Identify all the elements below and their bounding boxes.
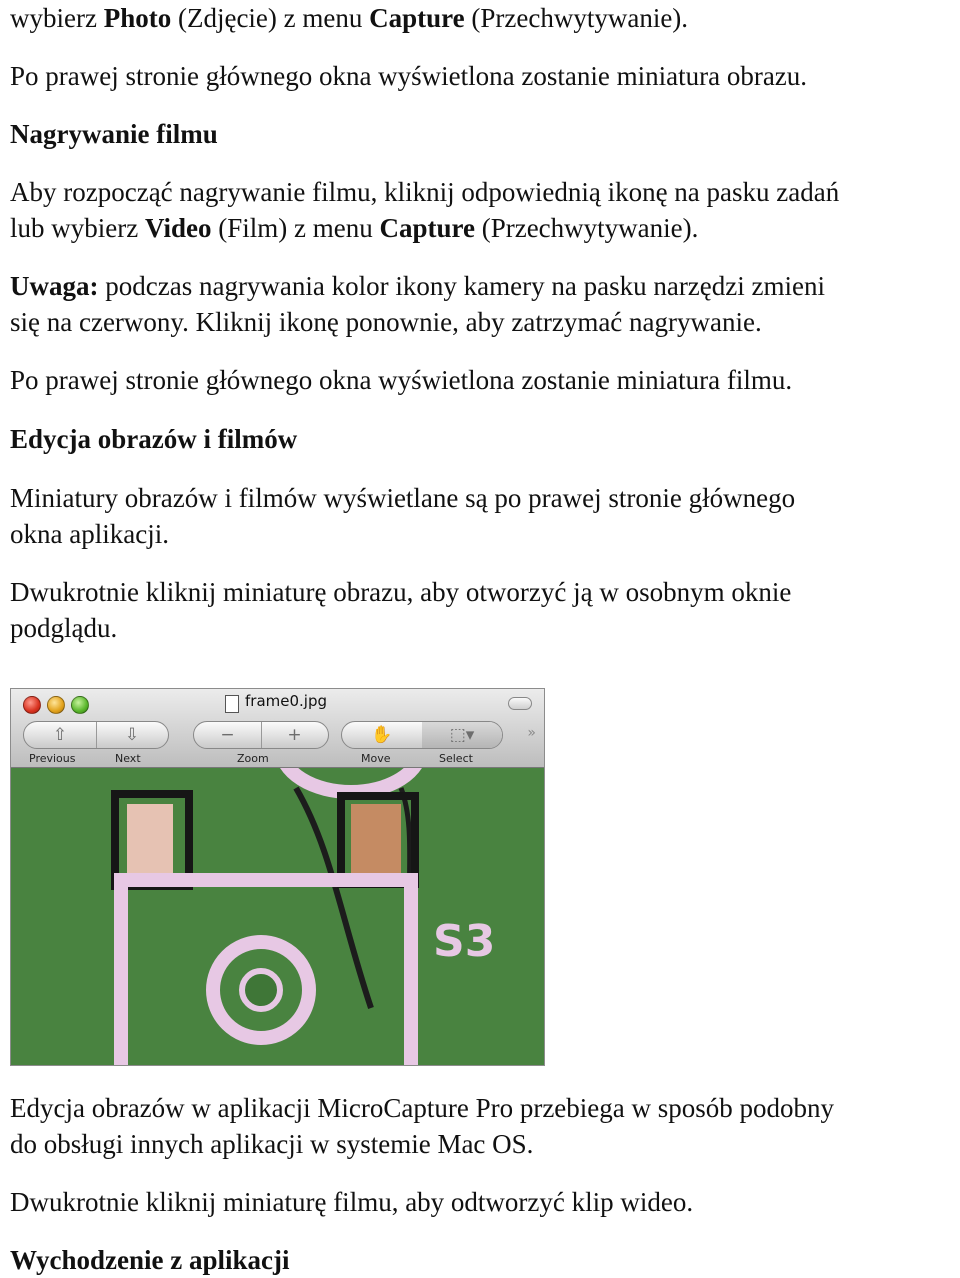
window-title: frame0.jpg [245, 692, 328, 710]
zoom-segment [193, 721, 329, 749]
move-tool-button[interactable] [342, 722, 423, 748]
plus-icon: + [287, 725, 302, 745]
silkscreen-label: S3 [433, 916, 496, 967]
paragraph-line: okna aplikacji. [10, 519, 169, 549]
section-heading: Nagrywanie filmu [10, 119, 218, 149]
preview-window-screenshot [10, 688, 545, 1066]
previous-next-segment [23, 721, 169, 749]
paragraph-line: lub wybierz Video (Film) z menu Capture (Przechwytywanie). [10, 213, 699, 243]
copper-pad-left [127, 804, 173, 876]
arrow-up-icon: ⇧ [52, 725, 68, 745]
paragraph-line: podglądu. [10, 613, 118, 643]
toolbar-label-select: Select [439, 752, 473, 765]
zoom-out-button[interactable] [194, 722, 262, 748]
paragraph-line: Dwukrotnie kliknij miniaturę filmu, aby odtworzyć klip wideo. [10, 1187, 694, 1217]
paragraph-line: Aby rozpocząć nagrywanie filmu, kliknij odpowiednią ikonę na pasku zadań [10, 177, 840, 207]
paragraph-line: Po prawej stronie głównego okna wyświetlona zostanie miniatura filmu. [10, 365, 793, 395]
overflow-chevron-icon[interactable]: » [527, 725, 536, 741]
copper-pad-right [351, 804, 401, 876]
arrow-down-icon: ⇩ [124, 725, 140, 745]
tool-segment [341, 721, 503, 749]
toolbar-toggle-button[interactable] [508, 697, 532, 710]
paragraph-line: Miniatury obrazów i filmów wyświetlane są po prawej stronie głównego [10, 483, 796, 513]
next-button[interactable] [96, 722, 168, 748]
paragraph-line: Edycja obrazów w aplikacji MicroCapture Pro przebiega w sposób podobny [10, 1093, 835, 1123]
paragraph-line: do obsługi innych aplikacji w systemie Mac OS. [10, 1129, 534, 1159]
close-icon[interactable] [23, 696, 41, 714]
paragraph-line: Po prawej stronie głównego okna wyświetlona zostanie miniatura obrazu. [10, 61, 808, 91]
hand-icon: ✋ [371, 725, 393, 745]
minimize-icon[interactable] [47, 696, 65, 714]
paragraph-line: wybierz Photo (Zdjęcie) z menu Capture (Przechwytywanie). [10, 3, 689, 33]
via-hole [242, 971, 280, 1009]
zoom-in-button[interactable] [261, 722, 328, 748]
toolbar-label-move: Move [361, 752, 391, 765]
paragraph-line: Dwukrotnie kliknij miniaturę obrazu, aby otworzyć ją w osobnym oknie [10, 577, 792, 607]
toolbar-label-next: Next [115, 752, 141, 765]
previous-button[interactable] [24, 722, 97, 748]
toolbar-label-zoom: Zoom [237, 752, 269, 765]
toolbar-label-previous: Previous [29, 752, 76, 765]
paragraph-line: się na czerwony. Kliknij ikonę ponownie, aby zatrzymać nagrywanie. [10, 307, 762, 337]
select-tool-button[interactable] [422, 722, 502, 748]
section-heading: Wychodzenie z aplikacji [10, 1245, 290, 1275]
note-line: Uwaga: podczas nagrywania kolor ikony kamery na pasku narzędzi zmieni [10, 271, 825, 301]
window-titlebar [11, 689, 544, 768]
circuit-board-photo [11, 768, 544, 1065]
minus-icon: − [220, 725, 235, 745]
marquee-select-icon: ⬚▾ [449, 725, 475, 745]
zoom-icon[interactable] [71, 696, 89, 714]
section-heading: Edycja obrazów i filmów [10, 424, 298, 454]
document-icon [225, 695, 239, 713]
